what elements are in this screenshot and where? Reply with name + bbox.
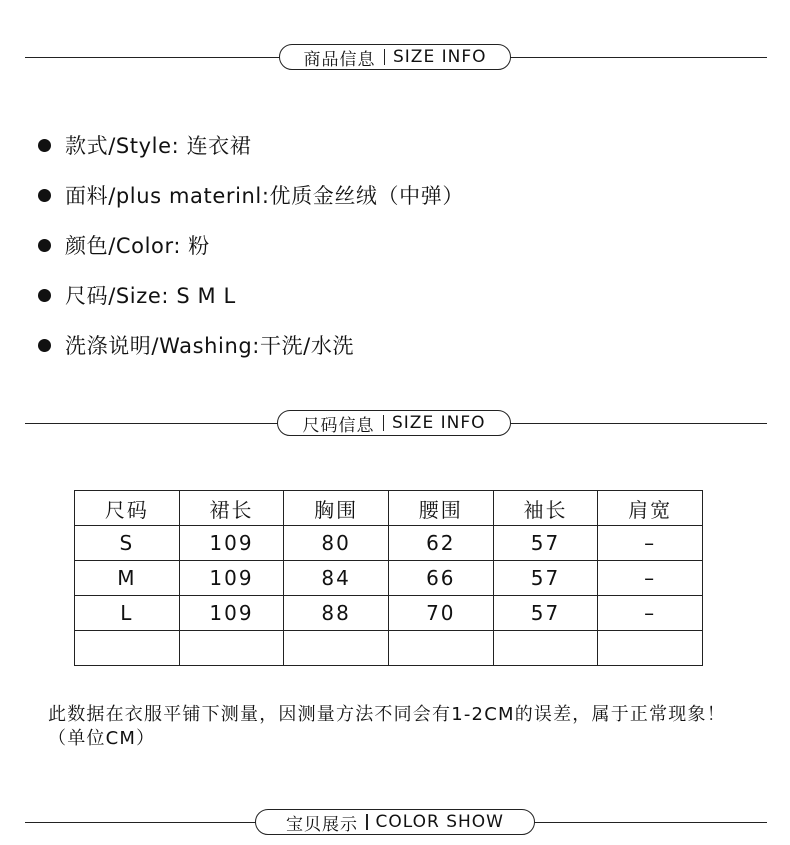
header-cell: 腰围 <box>388 491 493 526</box>
table-cell <box>75 631 180 666</box>
measurement-note: 此数据在衣服平铺下测量，因测量方法不同会有1-2CM的误差，属于正常现象！（单位CM） <box>48 704 726 749</box>
table-cell <box>388 631 493 666</box>
table-cell: 57 <box>493 526 598 561</box>
table-cell: S <box>75 526 180 561</box>
header-cell: 肩宽 <box>598 491 703 526</box>
table-row <box>75 596 703 631</box>
table-row <box>75 561 703 596</box>
section-title-cn: 尺码信息 <box>302 415 375 436</box>
list-item <box>38 270 464 320</box>
separator <box>366 814 368 830</box>
bullet-icon <box>38 339 51 352</box>
bullet-icon <box>38 139 51 152</box>
header-cell: 裙长 <box>179 491 284 526</box>
table-cell: – <box>598 561 703 596</box>
section-title-color-show <box>255 809 535 835</box>
separator <box>384 49 386 65</box>
table-cell: – <box>598 526 703 561</box>
table-cell: 84 <box>284 561 389 596</box>
table-header-row <box>75 491 703 526</box>
table-cell: 80 <box>284 526 389 561</box>
section-title-en: SIZE INFO <box>393 47 487 67</box>
header-cell: 尺码 <box>75 491 180 526</box>
header-cell: 胸围 <box>284 491 389 526</box>
table-cell: L <box>75 596 180 631</box>
list-item <box>38 170 464 220</box>
info-item-material: 面料/plus materinl:优质金丝绒（中弹） <box>65 184 464 208</box>
table-cell: 70 <box>388 596 493 631</box>
table-cell: 57 <box>493 596 598 631</box>
separator <box>383 415 385 431</box>
table-cell: 57 <box>493 561 598 596</box>
product-info-list <box>38 120 464 370</box>
table-cell <box>284 631 389 666</box>
table-row <box>75 526 703 561</box>
info-item-color: 颜色/Color: 粉 <box>65 234 210 258</box>
table-row <box>75 631 703 666</box>
table-cell: 88 <box>284 596 389 631</box>
list-item <box>38 120 464 170</box>
list-item <box>38 320 464 370</box>
header-cell: 袖长 <box>493 491 598 526</box>
list-item <box>38 220 464 270</box>
bullet-icon <box>38 189 51 202</box>
section-title-product-info <box>279 44 511 70</box>
table-cell: 109 <box>179 561 284 596</box>
table-cell: M <box>75 561 180 596</box>
table-cell: 109 <box>179 526 284 561</box>
section-title-cn: 宝贝展示 <box>286 814 358 835</box>
info-item-washing: 洗涤说明/Washing:干洗/水洗 <box>65 334 355 358</box>
table-cell <box>493 631 598 666</box>
table-cell: 62 <box>388 526 493 561</box>
info-item-size: 尺码/Size: S M L <box>65 284 236 308</box>
section-title-en: COLOR SHOW <box>375 812 504 832</box>
section-title-size-info <box>277 410 511 436</box>
table-cell: – <box>598 596 703 631</box>
table-cell <box>598 631 703 666</box>
table-cell: 66 <box>388 561 493 596</box>
bullet-icon <box>38 289 51 302</box>
bullet-icon <box>38 239 51 252</box>
section-title-cn: 商品信息 <box>303 49 376 70</box>
table-cell: 109 <box>179 596 284 631</box>
section-title-en: SIZE INFO <box>392 413 486 433</box>
size-table <box>74 490 703 666</box>
info-item-style: 款式/Style: 连衣裙 <box>65 134 252 158</box>
table-cell <box>179 631 284 666</box>
